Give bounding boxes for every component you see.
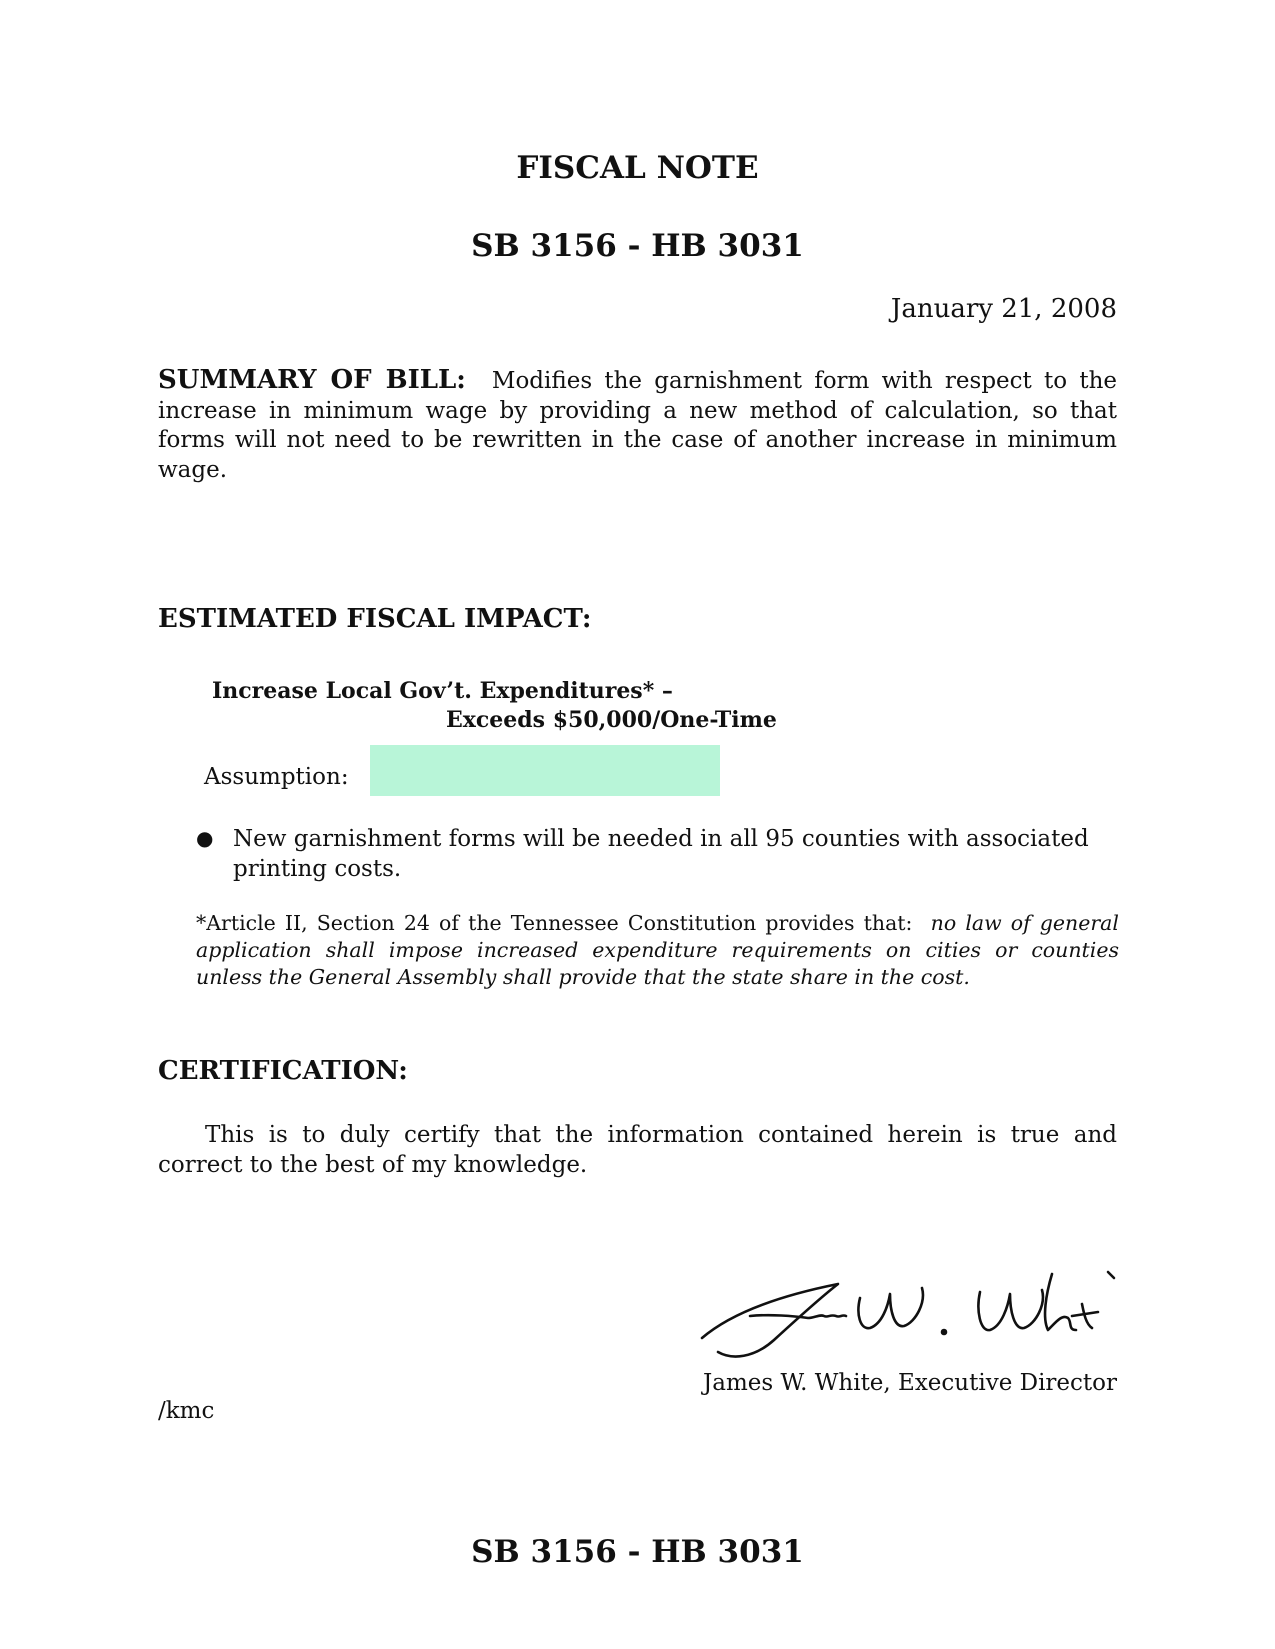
impact-line-2: Exceeds $50,000/One-Time [446,707,777,733]
summary-label: SUMMARY OF BILL: [158,365,466,395]
summary-of-bill [158,366,1117,485]
document-date: January 21, 2008 [890,294,1117,324]
constitution-footnote [196,910,1119,991]
bill-number: SB 3156 - HB 3031 [471,228,804,264]
typist-initials: /kmc [158,1398,215,1424]
document-title: FISCAL NOTE [516,150,759,186]
assumption-bullet: New garnishment forms will be needed in all 95 counties with associated printing costs. [233,826,1089,882]
footnote-intro: *Article II, Section 24 of the Tennessee Constitution provides that: [196,911,913,935]
impact-line-1: Increase Local Gov’t. Expenditures* – [212,678,673,704]
certification-heading: CERTIFICATION: [158,1056,408,1086]
signer-name: James W. White, Executive Director [703,1370,1117,1396]
bullet-icon: ● [196,826,214,850]
signature-icon [690,1244,1120,1364]
footnote-quote: no law of general application shall impose increased expenditure requirements on cities or counties unless the General Assembly shall provide that the state share in the cost. [196,911,1119,989]
estimated-fiscal-impact-heading: ESTIMATED FISCAL IMPACT: [158,604,592,634]
assumption-label: Assumption: [204,764,349,790]
certification-text: This is to duly certify that the information contained herein is true and correct to the best of my knowledge. [158,1122,1117,1178]
footer-bill-number: SB 3156 - HB 3031 [471,1534,804,1570]
summary-text: Modifies the garnishment form with respect to the increase in minimum wage by providing a new method of calculation, so that forms will not need to be rewritten in the case of another increase in minimum wage. [158,368,1118,483]
assumption-highlight-box [370,745,720,796]
